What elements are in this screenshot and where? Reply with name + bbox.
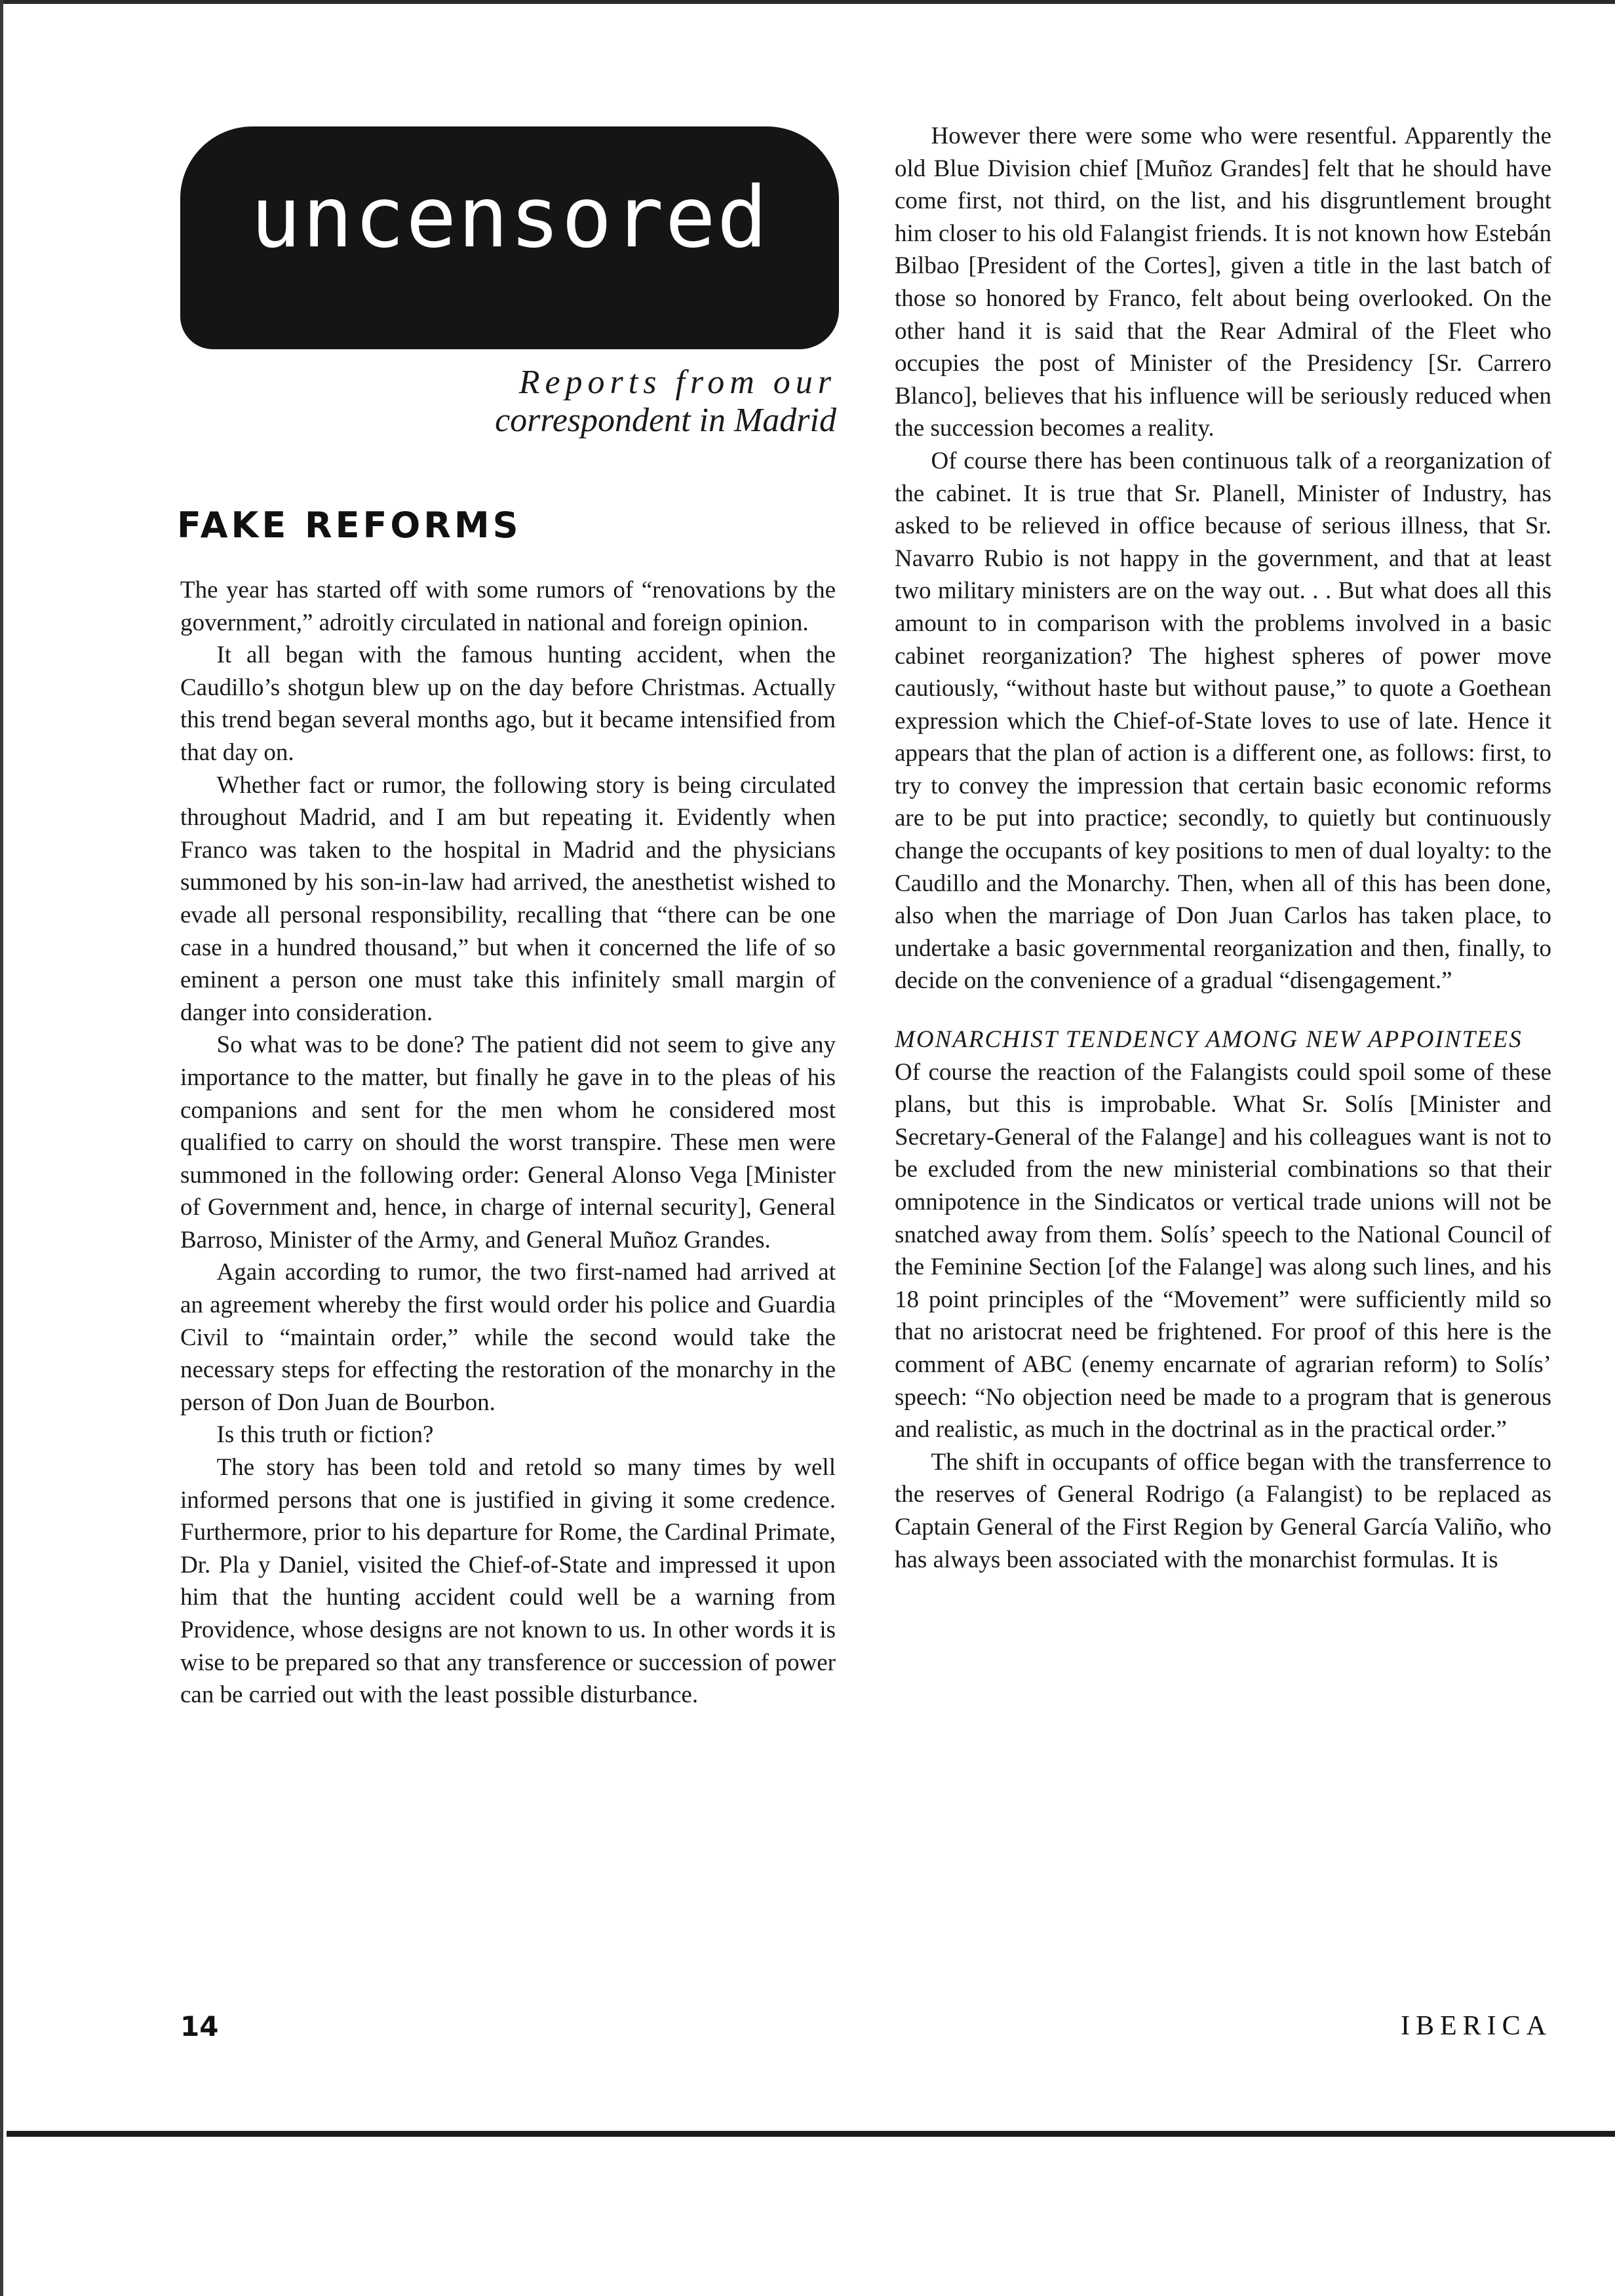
right-column bbox=[895, 120, 1551, 1576]
section-subtitle bbox=[367, 364, 836, 440]
subtitle-line-2: correspondent in Madrid bbox=[495, 402, 836, 439]
left-column bbox=[180, 574, 836, 1712]
paragraph: Of course the reaction of the Falangists could spoil some of these plans, but this is improbable. What Sr. Solís [Minister and Secretary-General of the Falange] and his colleagues want is not to be excluded from the new ministerial combinations so that their omnipotence in the Sindicatos or vertical trade unions will not be snatched away from them. Solís’ speech to the National Council of the Feminine Section [of the Falange] was along such lines, and his 18 point principles of the “Movement” were sufficiently mild so that no aristocrat need be frightened. For proof of this here is the comment of ABC (enemy encarnate of agrarian reform) to Solís’ speech: “No objection need be made to a program that is generous and realistic, as much in the doctrinal as in the practical order.” bbox=[895, 1058, 1551, 1444]
paragraph: Again according to rumor, the two first-named had arrived at an agreement whereby the first would order his police and Guardia Civil to “maintain order,” while the second would take the necessary steps for effecting the restoration of the monarchy in the person of Don Juan de Bourbon. bbox=[180, 1259, 836, 1416]
scan-edge-left bbox=[0, 0, 3, 2296]
section-banner bbox=[180, 126, 839, 349]
subtitle-line-1: Reports from our bbox=[518, 364, 836, 401]
paragraph: Of course there has been continuous talk of a reorganization of the cabinet. It is true that Sr. Planell, Minister of Industry, has asked to be relieved in office because of serious illness, that Sr. Navarro Rubio is not happy in the government, and that at least two military ministers are on the way out. . . But what does all this amount to in comparison with the problems involved in a basic cabinet reorganization? The highest spheres of power move cautiously, “without haste but without pause,” to quote a Goethean expression which the Chief-of-State loves to use of late. Hence it appears that the plan of action is a different one, as follows: first, to try to convey the impression that certain basic economic reforms are to be put into practice; secondly, to quietly but continuously change the occupants of key positions to men of dual loyalty: to the Caudillo and the Monarchy. Then, when all of this has been done, also when the marriage of Don Juan Carlos has taken place, to undertake a basic governmental reorganization and then, finally, to decide on the convenience of a gradual “disengagement.” bbox=[895, 447, 1551, 995]
section-gap bbox=[895, 997, 1551, 1024]
paragraph: The story has been told and retold so many times by well informed persons that one is justified in giving it some credence. Furthermore, prior to his departure for Rome, the Cardinal Primate, Dr. Pla y Daniel, visited the Chief-of-State and impressed it upon him that the hunting accident could well be a warning from Providence, whose designs are not known to us. In other words it is wise to be prepared so that any transference or succession of power can be carried out with the least possible disturbance. bbox=[180, 1454, 836, 1709]
page-number: 14 bbox=[180, 2010, 219, 2042]
publication-name: IBERICA bbox=[1401, 2011, 1552, 2041]
scan-edge-top bbox=[0, 0, 1615, 4]
scan-edge-bottom bbox=[7, 2131, 1615, 2137]
paragraph: Whether fact or rumor, the following story is being circulated throughout Madrid, and I am but repeating it. Evidently when Franco was taken to the hospital in Madrid and the physicians summoned by his son-in-law had arrived, the anesthetist wished to evade all personal responsibility, recalling that “there can be one case in a hundred thousand,” but when it concerned the life of so eminent a person one must take this infinitely small margin of danger into consideration. bbox=[180, 771, 836, 1026]
article-headline: FAKE REFORMS bbox=[177, 505, 522, 546]
paragraph: Is this truth or fiction? bbox=[216, 1421, 434, 1449]
subsection-heading: MONARCHIST TENDENCY AMONG NEW APPOINTEES bbox=[895, 1026, 1523, 1054]
paragraph: The year has started off with some rumors of “renovations by the government,” adroitly circulated in national and foreign opinion. bbox=[180, 577, 836, 636]
paragraph: It all began with the famous hunting accident, when the Caudillo’s shotgun blew up on the day before Christmas. Actually this trend began several months ago, but it became intensified from that day on. bbox=[180, 641, 836, 766]
banner-title: uncensored bbox=[250, 169, 769, 267]
paragraph: However there were some who were resentful. Apparently the old Blue Division chief [Muñoz Grandes] felt that he should have come first, not third, on the list, and his disgruntlement brought him closer to his old Falangist friends. It is not known how Estebán Bilbao [President of the Cortes], given a title in the last batch of those so honored by Franco, felt about being overlooked. On the other hand it is said that the Rear Admiral of the Fleet who occupies the post of Minister of the Presidency [Sr. Carrero Blanco], believes that his influence will be seriously reduced when the succession becomes a reality. bbox=[895, 123, 1551, 442]
paragraph: So what was to be done? The patient did not seem to give any importance to the matter, but finally he gave in to the pleas of his companions and sent for the men whom he considered most qualified to carry on should the worst transpire. These men were summoned in the following order: General Alonso Vega [Minister of Government and, hence, in charge of internal security], General Barroso, Minister of the Army, and General Muñoz Grandes. bbox=[180, 1031, 836, 1253]
paragraph: The shift in occupants of office began with the transferrence to the reserves of General Rodrigo (a Falangist) to be replaced as Captain General of the First Region by General García Valiño, who has always been associated with the monarchist formulas. It is bbox=[895, 1448, 1551, 1573]
